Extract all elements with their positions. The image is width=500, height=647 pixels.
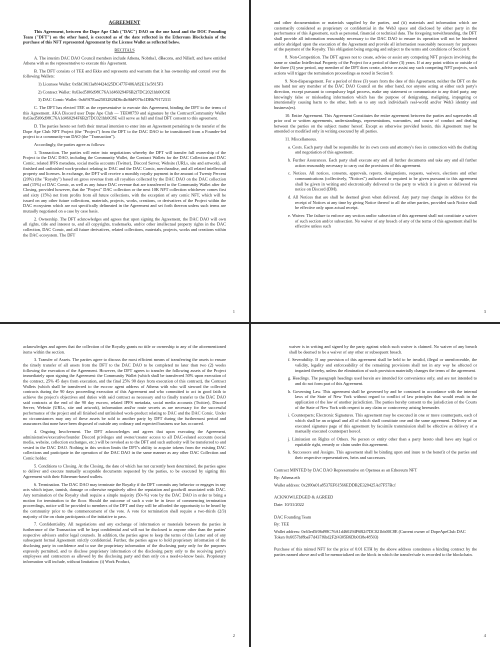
section-3-transfer-of-assets: 3. Transfer of Assets. The parties agree to discuss the most efficient means of transferring the assets to ensure the timely transfer of all assets from the DFT to the DAC DAO to be completed no later than two (2) weeks following the execution of the Agreement. However, the DFT agrees to transfer the following assets of the Project immediately upon signing the Agreement: the Community Wallet (which shall be transferred 50% upon execution of the contract, 25% 45 days from execution, and the final 25% 90 days from execution of this contract), the Contract Wallets (which shall be transferred to the escrow agent address of Athena with who will steward the collected contracts during the 90 days proceeding execution of this Agreement and who committed to act in good faith to achieve the project's objectives and duties with said contract as necessary and to finally transfer to the DAC DAO said contracts at the end of the 90 day escrow, related IPFS metadata, social media accounts (Twitter), Discord Server, Website (URLs, site and artwork), information and/or route secrets as are necessary for the successful performance of the project and all finished and unfinished work-product relating to DAC and the DAC Comic. Under no circumstances may any of these assets be sold to another party by DFT during the furthermost period and assurances that none have been disposed of outside any ordinary and expected business use has occurred. (23, 357, 226, 427)
continued-paragraph: waiver is in writing and signed by the party against which such waiver is claimed. No waiver of any breach shall be deemed to be a waiver of any other or subsequent breach. (289, 344, 477, 355)
signature-date: Date: 10/31/2022 (274, 502, 304, 508)
founding-team-label: DAC Founding Team (274, 514, 312, 520)
section-11j-limitation: j. Limitation on Rights of Others. No person or entity other than a party hereto shall have any legal or equitable right, remedy or claim under this agreement. (288, 436, 477, 447)
acknowledged-heading: ACKNOWLEDGED & AGREED (274, 494, 334, 500)
page-4 (251, 324, 500, 646)
wallet-comic: 3) DAC Comic Wallet: 0x6f9f7Eaa25032826D6c4bf6bF076c1DBb79172311 (38, 97, 172, 103)
recital-c: C. The DFT has elected TEE as the representative to execute this Agreement, binding the DFT to the terms of this Agreement. AKA Discord user Dope Ape Club — TEE#8759 and signature by the Contract/Community Wallet 0x63ed5f06d98C76A1d460294F6B2f7DC021bb0C8E will serve as full and final DFT consent to this agreement. (23, 105, 226, 121)
purchase-statement: Purchase of this minted NFT for the price of 0.01 ETH by the above address constitutes a binding contract by the parties named above and will be memorialized on the block in which the transfer/sale is recorded to the blockchain. (274, 546, 477, 558)
recital-b: B. The DFT consists of TEE and Ekko and represents and warrants that it has ownership and control over the following Wallets: (23, 68, 226, 79)
agreement-title: AGREEMENT (108, 20, 141, 26)
section-11-miscellaneous: 11. Miscellaneous. (285, 136, 318, 142)
section-8-non-competition: 8. Non-Competition. The DFT agrees not to create, advise or assist any competing NFT projects involving the same or similar Intellectual Property of the Project for a period of three (3) years. If at any point within or outside of the three (3) year period, any member of the DFT does create, advise or assist any such competing NFT projects, such actions will trigger the termination proceedings as noted in Section 9. (274, 54, 477, 76)
wallet-contract: 2) Contract Wallet: 0x63ed5f06d98C76A1d460294F6B2f7DC2021bb00C8E (38, 89, 171, 95)
signatory-athena: By: Athena.eth (274, 475, 300, 481)
section-11b-further-assurances: b. Further Assurances. Each party shall execute any and all further documents and take any and all further action reasonably necessary to carry out the provisions of this agreement. (288, 157, 477, 168)
section-4-ongoing-involvement: 4. Ongoing Involvement. The DFT acknowledges and agrees that upon executing the Agreement, administrative/executive/founder Discord privileges and owner/creator access to all DAC-related accounts (social media, website, collection exchanges, etc.) will be revoked as to the DFT and such authority will be transferred to and vested in the DAC DAO. Nothing in this section limits the DFT's ability to acquire tokens from the existing DAC collections and participate in the operation of the DAC DAO in the same manner as any other DAC Collection and Comic holder. (23, 428, 226, 461)
page-2-content (251, 0, 500, 231)
signatory-tee: By: TEE (274, 521, 290, 527)
page-2 (251, 0, 500, 322)
recital-a: A. The interim DAC DAO Council members include Athena, Nobtha1, dBacons, and Nillaff, and have entitled Athena with as the representative to execute this Agreement. (23, 55, 226, 66)
page-3 (0, 324, 249, 646)
section-11e-waiver: e. Waiver. The failure to enforce any section and/or subsection of this agreement shall not constitute a waiver of such section and/or subsection. No waiver of any breach of any of the terms of this agreement shall be effective unless such (288, 213, 477, 229)
section-6-termination: 6. Termination. The DAC DAO may terminate the Royalty if the DFT commits any behavior or engages in any acts which injure, tarnish, damage or otherwise negatively affect the reputation and goodwill associated with DAC. Any termination of the Royalty shall require a simple majority (50+%) vote by the DAC DAO in order to bring a motion for termination to the floor. Should the outcome of such a vote be in favor of commencing termination proceedings, notice will be provided to members of the DFT and they will be afforded the opportunity to be heard by the community prior to the commencement of the vote. A vote for termination shall require a two-thirds (2/3) majority of the on chain participants of the initiative to pass. (23, 481, 226, 519)
minted-statement: Contract MINTED by DAC DAO Representative on Opensea as an Ethereum NFT (274, 467, 418, 473)
page-4-content (251, 324, 500, 560)
continued-paragraph: and other documentation or materials supplied by the parties, and (ii) materials and information which are customarily considered as proprietary or confidential in the Web3 space and disclosed by either party in the performance of this Agreement, such as personal, financial or technical data. The foregoing notwithstanding, the DFT shall provide all information reasonably necessary to the DAC DAO to ensure its operation will not be hindered and/or abridged upon the execution of the Agreement and provide all information reasonably necessary for purposes of the payment of the Royalty. This obligation being ongoing and subject to the terms and conditions of Section 8. (274, 20, 477, 52)
page-number: 1 (232, 309, 235, 314)
section-11d-notice-delivery: d. All Notices that are shall be deemed given when delivered. Any party may change its address for the receipt of Notices at any time by giving Notice thereof to all the other parties, provided such Notice shall be effective only upon actual receipt. (288, 194, 477, 211)
page-number: 4 (483, 633, 486, 638)
recital-d: D. The parties hereto set forth their mutual intention to enter into an Agreement pertaining to the transfer of the Dope Ape Club NFT Project (the "Project") from the DFT to the DAC DAO to be transitioned from a Founder-led project to a community-run DAO (the "Transaction"). (23, 123, 226, 140)
section-11k-successors: k. Successors and Assigns. This agreement shall be binding upon and inure to the benefit of the parties and their respective representatives, heirs and successors. (288, 449, 477, 460)
page-1-content (0, 0, 249, 240)
section-1-transaction: 1. Transaction. The parties will enter into negotiations whereby the DFT will transfer full ownership of the Project to the DAC DAO, including the Community Wallet, the Contract Wallets for the DAC Collection and DAC Comic, related IPFS metadata, social media accounts (Twitter), Discord Server, Website (URLs, site and artwork), all finished and unfinished work-product relating to DAC and the DAC Comic, merchandise, and all related intellectual property and licenses. In exchange, the DFT will receive a monthly royalty payment in the amount of Twenty Percent (20%) (the "Royalty") based on gross revenue from all royalties collected by the DAC DAO on the DAC collection and (15%) of DAC Comic, as well as any future DAC revenue that are transferred to the Community Wallet after the Closing, provided however, that the "Project" DAC collection or the next 10K NFT collection whichever comes first and sixty (15%) net from profits from all future collections, with the exception of any comic NFT, which will be issued on any other future collections, materials, projects, works, creations, or derivatives of the Project within the DAC ecosystem which are not specifically delineated in the Agreement and set forth thereon unless such terms are mutually negotiated on a case by case basis. (23, 149, 226, 214)
page-number: 2 (232, 633, 235, 638)
page-3-content (0, 324, 249, 567)
section-10-entire-agreement: 10. Entire Agreement. This Agreement Constitutes the entire agreement between the parties and supersedes all prior oral or written agreements, understandings, representations, warranties, and course of conduct and dealing between the parties on the subject matter hereof. Except as otherwise provided herein, this Agreement may be amended or modified only in writing executed by all parties. (274, 112, 477, 134)
wallet-licensee: 1) Licensee Wallet: 0x6bC0613a8f4424d25DC477F406A82E11e5815F3 (38, 81, 164, 87)
page-number: 3 (483, 309, 486, 314)
recitals-heading: RECITALS (114, 47, 135, 53)
agreed-statement: Accordingly, the parties agree as follows: (34, 142, 106, 148)
section-11c-notices: c. Notices. All notices, consents, approvals, reports, designations, requests, waivers, elections and other communications (collectively, "Notices") authorized or required to be given pursuant to this agreement shall be given in writing and electronically delivered to the party to which it is given or delivered via notice on Discord (DM). (288, 170, 477, 192)
section-11i-counterparts: i. Counterparts; Electronic Signatures. This agreement may be executed in one or more counterparts, each of which shall be an original and all of which shall constitute one and the same agreement. Delivery of an executed signature page of this agreement by facsimile transmission shall be effective as delivery of a manually executed counterpart hereof. (288, 412, 477, 434)
tee-wallet-address: Wallet address: 0x63ed5f06d98C76A1d460294F6B2f7DC021bb00C8E (Current owner of DopeApeClub DAC Token 0x6657bf8baF7d437f6bd2F2f4305B6Db0f38e48503) (274, 529, 466, 540)
section-11a-costs: a. Costs. Each party shall be responsible for its own costs and attorney's fees in connection with the drafting and negotiation of this agreement. (288, 144, 477, 155)
continued-paragraph: acknowledges and agrees that the collection of the Royalty grants no title or ownership to any of the aforementioned items within the section. (23, 344, 226, 355)
section-5-conditions-to-closing: 5. Conditions to Closing. At the Closing, the date of which has not currently been determined, the parties agree to deliver and execute mutually acceptable documents requested by the parties, to be executed by signing this Agreement with their Ethereum-based wallets. (23, 463, 226, 480)
section-2-ownership: 2. Ownership. The DFT acknowledges and agrees that upon signing the Agreement, the DAC DAO will own all rights, title and interest to, and all copyrights, trademarks, and/or other intellectual property rights in the DAC collection, DAC Comic, and all future derivatives, related collections, materials, projects, works and creations within the DAC ecosystem. The DFT (23, 216, 226, 238)
athena-wallet-address: Wallet address: 0x2f00a01a8537EF61566EDDB2E320425Ad7F57Bcf (274, 482, 396, 488)
section-11g-headings: g. Headings. The paragraph headings used herein are intended for convenience only, and are not intended to and do not form part of this Agreement. (288, 375, 477, 386)
section-11f-severability: f. Severability. If any provision of this agreement shall be held to be invalid, illegal or unenforceable, the validity, legality and enforceability of the remaining provisions shall not in any way be affected or impaired thereby, unless the elimination of such provision materially changes the terms of the agreement. (288, 357, 477, 373)
section-7-confidentiality: 7. Confidentiality. All negotiations and any exchange of information or materials between the parties in furtherance of the Transaction will be kept confidential and will not be disclosed to anyone other than the parties' respective advisors and/or legal counsels. In addition, the parties agree to keep the terms of this Letter and of any subsequent formal Agreement strictly confidential. Further, the parties agree to hold proprietary information of the disclosing party in confidence and to use the proprietary information of the disclosing party only for the purposes expressly permitted, and to disclose proprietary information of the disclosing party only to the receiving party's employees and contractors as allowed by the disclosing party and then only on a need-to-know basis. Proprietary information will include, without limitation: (i) Work Product, (23, 521, 226, 564)
page-1 (0, 0, 249, 322)
section-11h-governing-law: h. Governing Law. This agreement shall be governed by and be construed in accordance with the internal laws of the State of New York without regard to conflict of law principles that would result in the application of the law of another jurisdiction. The parties hereby consent to the jurisdiction of the Courts of the State of New York with respect to any claim or controversy arising hereunder. (288, 388, 477, 410)
intro-paragraph: This Agreement, between the Dope Ape Club ("DAC") DAO on the one hand and the DOC Founding Team ("DFT") on the other hand, is executed as of the date reflected in the Ethereum Blockchain of the purchase of this NFT represented Agreement by the License Wallet as reflected below. (23, 28, 226, 45)
section-9-non-disparagement: 9. Non-disparagement. For a period of three (3) years from the date of this Agreement, neither the DFT on the one hand nor any member of the DAC DAO Council on the other hand, nor anyone acting at either such party's direction, except pursuant to compulsory legal process, make any statement or communicate to any third party, any knowingly false or misleading information which has the purpose of denigrating, maligning, impugning or intentionally causing harm to the other, both as to any such individual's real-world and/or Web3 identity and business(es). (274, 78, 477, 110)
